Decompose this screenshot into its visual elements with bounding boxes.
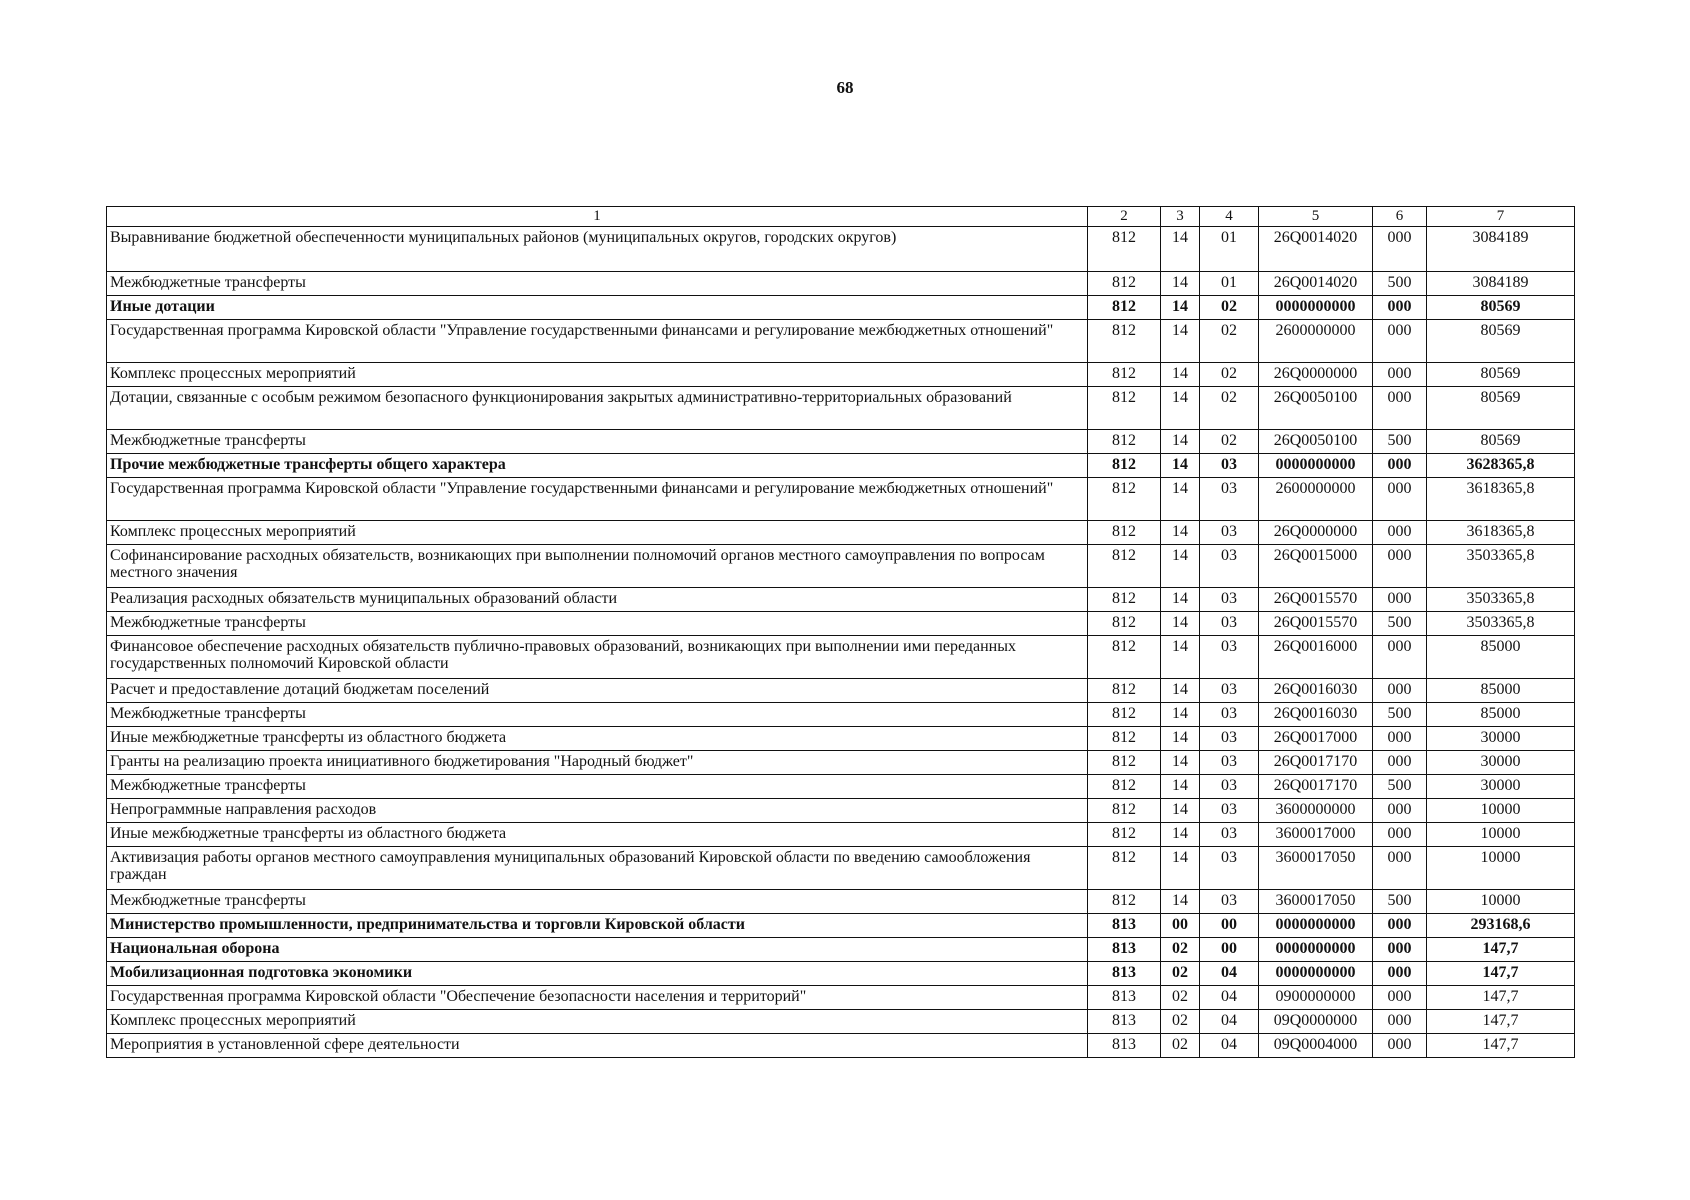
- table-row: [107, 679, 1575, 703]
- target-article-cell: 26Q0016000: [1259, 636, 1373, 679]
- subsection-cell: 03: [1200, 727, 1259, 751]
- header-col-6: 6: [1373, 207, 1427, 227]
- amount-cell: 10000: [1427, 823, 1575, 847]
- amount-cell: 30000: [1427, 751, 1575, 775]
- amount-cell: 3628365,8: [1427, 454, 1575, 478]
- table-row: [107, 799, 1575, 823]
- section-cell: 14: [1161, 320, 1200, 363]
- row-name-cell: Мобилизационная подготовка экономики: [107, 962, 1088, 986]
- target-article-cell: 2600000000: [1259, 478, 1373, 521]
- gov-code-cell: 812: [1088, 636, 1161, 679]
- expense-type-cell: 000: [1373, 1034, 1427, 1058]
- row-name-cell: Иные межбюджетные трансферты из областного бюджета: [107, 823, 1088, 847]
- expense-type-cell: 000: [1373, 478, 1427, 521]
- table-body: [107, 227, 1575, 1058]
- subsection-cell: 04: [1200, 1010, 1259, 1034]
- gov-code-cell: 812: [1088, 847, 1161, 890]
- target-article-cell: 26Q0050100: [1259, 430, 1373, 454]
- table-row: [107, 636, 1575, 679]
- expense-type-cell: 000: [1373, 227, 1427, 272]
- expense-type-cell: 000: [1373, 914, 1427, 938]
- table-row: [107, 986, 1575, 1010]
- target-article-cell: 0000000000: [1259, 962, 1373, 986]
- table-row: [107, 588, 1575, 612]
- target-article-cell: 3600017050: [1259, 847, 1373, 890]
- table-row: [107, 847, 1575, 890]
- section-cell: 14: [1161, 521, 1200, 545]
- expense-type-cell: 000: [1373, 545, 1427, 588]
- subsection-cell: 03: [1200, 847, 1259, 890]
- section-cell: 14: [1161, 545, 1200, 588]
- row-name-cell: Непрограммные направления расходов: [107, 799, 1088, 823]
- table-row: [107, 727, 1575, 751]
- target-article-cell: 0000000000: [1259, 914, 1373, 938]
- expense-type-cell: 000: [1373, 454, 1427, 478]
- subsection-cell: 02: [1200, 320, 1259, 363]
- expense-type-cell: 000: [1373, 363, 1427, 387]
- amount-cell: 147,7: [1427, 1010, 1575, 1034]
- subsection-cell: 03: [1200, 890, 1259, 914]
- subsection-cell: 03: [1200, 636, 1259, 679]
- row-name-cell: Государственная программа Кировской области "Обеспечение безопасности населения и территорий": [107, 986, 1088, 1010]
- section-cell: 14: [1161, 612, 1200, 636]
- amount-cell: 85000: [1427, 703, 1575, 727]
- header-row: [107, 207, 1575, 227]
- amount-cell: 147,7: [1427, 938, 1575, 962]
- table-row: [107, 430, 1575, 454]
- gov-code-cell: 812: [1088, 612, 1161, 636]
- subsection-cell: 03: [1200, 478, 1259, 521]
- gov-code-cell: 812: [1088, 478, 1161, 521]
- section-cell: 02: [1161, 986, 1200, 1010]
- subsection-cell: 04: [1200, 962, 1259, 986]
- row-name-cell: Финансовое обеспечение расходных обязательств публично-правовых образований, возникающих при выполнении ими переданных государственных полномочий Кировской области: [107, 636, 1088, 679]
- row-name-cell: Прочие межбюджетные трансферты общего характера: [107, 454, 1088, 478]
- subsection-cell: 03: [1200, 521, 1259, 545]
- gov-code-cell: 812: [1088, 227, 1161, 272]
- expense-type-cell: 000: [1373, 679, 1427, 703]
- table-row: [107, 938, 1575, 962]
- expense-type-cell: 000: [1373, 823, 1427, 847]
- table-row: [107, 272, 1575, 296]
- row-name-cell: Межбюджетные трансферты: [107, 612, 1088, 636]
- subsection-cell: 02: [1200, 363, 1259, 387]
- row-name-cell: Межбюджетные трансферты: [107, 775, 1088, 799]
- gov-code-cell: 812: [1088, 430, 1161, 454]
- expense-type-cell: 500: [1373, 775, 1427, 799]
- target-article-cell: 26Q0000000: [1259, 363, 1373, 387]
- target-article-cell: 0000000000: [1259, 938, 1373, 962]
- amount-cell: 3084189: [1427, 227, 1575, 272]
- target-article-cell: 26Q0015000: [1259, 545, 1373, 588]
- table-row: [107, 387, 1575, 430]
- page-number: 68: [836, 78, 854, 97]
- expense-type-cell: 000: [1373, 296, 1427, 320]
- section-cell: 02: [1161, 1034, 1200, 1058]
- gov-code-cell: 813: [1088, 986, 1161, 1010]
- subsection-cell: 01: [1200, 272, 1259, 296]
- subsection-cell: 03: [1200, 679, 1259, 703]
- table-row: [107, 454, 1575, 478]
- amount-cell: 80569: [1427, 320, 1575, 363]
- gov-code-cell: 812: [1088, 679, 1161, 703]
- amount-cell: 147,7: [1427, 962, 1575, 986]
- subsection-cell: 03: [1200, 454, 1259, 478]
- gov-code-cell: 812: [1088, 727, 1161, 751]
- subsection-cell: 01: [1200, 227, 1259, 272]
- row-name-cell: Государственная программа Кировской области "Управление государственными финансами и регулирование межбюджетных отношений": [107, 320, 1088, 363]
- budget-table: [106, 206, 1575, 1058]
- gov-code-cell: 812: [1088, 823, 1161, 847]
- section-cell: 14: [1161, 296, 1200, 320]
- row-name-cell: Иные дотации: [107, 296, 1088, 320]
- amount-cell: 3503365,8: [1427, 588, 1575, 612]
- amount-cell: 85000: [1427, 636, 1575, 679]
- subsection-cell: 03: [1200, 545, 1259, 588]
- subsection-cell: 02: [1200, 296, 1259, 320]
- subsection-cell: 04: [1200, 1034, 1259, 1058]
- amount-cell: 3618365,8: [1427, 478, 1575, 521]
- row-name-cell: Межбюджетные трансферты: [107, 430, 1088, 454]
- section-cell: 14: [1161, 363, 1200, 387]
- target-article-cell: 26Q0016030: [1259, 703, 1373, 727]
- subsection-cell: 02: [1200, 387, 1259, 430]
- expense-type-cell: 000: [1373, 751, 1427, 775]
- expense-type-cell: 000: [1373, 521, 1427, 545]
- table-row: [107, 296, 1575, 320]
- target-article-cell: 26Q0014020: [1259, 227, 1373, 272]
- target-article-cell: 0000000000: [1259, 296, 1373, 320]
- gov-code-cell: 812: [1088, 454, 1161, 478]
- header-col-3: 3: [1161, 207, 1200, 227]
- gov-code-cell: 812: [1088, 320, 1161, 363]
- gov-code-cell: 813: [1088, 938, 1161, 962]
- section-cell: 14: [1161, 799, 1200, 823]
- gov-code-cell: 812: [1088, 890, 1161, 914]
- section-cell: 14: [1161, 478, 1200, 521]
- header-col-1: 1: [107, 207, 1088, 227]
- table-row: [107, 1010, 1575, 1034]
- table-row: [107, 775, 1575, 799]
- header-col-5: 5: [1259, 207, 1373, 227]
- table-row: [107, 227, 1575, 272]
- section-cell: 02: [1161, 938, 1200, 962]
- amount-cell: 3618365,8: [1427, 521, 1575, 545]
- amount-cell: 30000: [1427, 727, 1575, 751]
- row-name-cell: Комплекс процессных мероприятий: [107, 521, 1088, 545]
- target-article-cell: 26Q0017000: [1259, 727, 1373, 751]
- section-cell: 14: [1161, 751, 1200, 775]
- subsection-cell: 03: [1200, 823, 1259, 847]
- expense-type-cell: 000: [1373, 636, 1427, 679]
- row-name-cell: Выравнивание бюджетной обеспеченности муниципальных районов (муниципальных округов, городских округов): [107, 227, 1088, 272]
- expense-type-cell: 500: [1373, 890, 1427, 914]
- row-name-cell: Национальная оборона: [107, 938, 1088, 962]
- table-row: [107, 545, 1575, 588]
- row-name-cell: Софинансирование расходных обязательств, возникающих при выполнении полномочий органов местного самоуправления по вопросам местного значения: [107, 545, 1088, 588]
- section-cell: 14: [1161, 890, 1200, 914]
- expense-type-cell: 000: [1373, 986, 1427, 1010]
- gov-code-cell: 813: [1088, 1010, 1161, 1034]
- header-col-7: 7: [1427, 207, 1575, 227]
- row-name-cell: Гранты на реализацию проекта инициативного бюджетирования "Народный бюджет": [107, 751, 1088, 775]
- target-article-cell: 26Q0017170: [1259, 775, 1373, 799]
- expense-type-cell: 500: [1373, 272, 1427, 296]
- subsection-cell: 00: [1200, 938, 1259, 962]
- expense-type-cell: 000: [1373, 962, 1427, 986]
- amount-cell: 3503365,8: [1427, 545, 1575, 588]
- target-article-cell: 2600000000: [1259, 320, 1373, 363]
- section-cell: 14: [1161, 847, 1200, 890]
- subsection-cell: 03: [1200, 612, 1259, 636]
- target-article-cell: 3600017050: [1259, 890, 1373, 914]
- expense-type-cell: 000: [1373, 847, 1427, 890]
- row-name-cell: Межбюджетные трансферты: [107, 272, 1088, 296]
- table-row: [107, 890, 1575, 914]
- section-cell: 14: [1161, 727, 1200, 751]
- row-name-cell: Государственная программа Кировской области "Управление государственными финансами и регулирование межбюджетных отношений": [107, 478, 1088, 521]
- amount-cell: 85000: [1427, 679, 1575, 703]
- amount-cell: 80569: [1427, 387, 1575, 430]
- section-cell: 14: [1161, 387, 1200, 430]
- expense-type-cell: 000: [1373, 799, 1427, 823]
- expense-type-cell: 000: [1373, 320, 1427, 363]
- target-article-cell: 26Q0017170: [1259, 751, 1373, 775]
- expense-type-cell: 000: [1373, 938, 1427, 962]
- section-cell: 02: [1161, 962, 1200, 986]
- section-cell: 14: [1161, 679, 1200, 703]
- gov-code-cell: 812: [1088, 363, 1161, 387]
- header-col-4: 4: [1200, 207, 1259, 227]
- subsection-cell: 04: [1200, 986, 1259, 1010]
- section-cell: 14: [1161, 272, 1200, 296]
- gov-code-cell: 813: [1088, 962, 1161, 986]
- amount-cell: 80569: [1427, 363, 1575, 387]
- row-name-cell: Дотации, связанные с особым режимом безопасного функционирования закрытых административно-территориальных образований: [107, 387, 1088, 430]
- row-name-cell: Мероприятия в установленной сфере деятельности: [107, 1034, 1088, 1058]
- amount-cell: 10000: [1427, 847, 1575, 890]
- target-article-cell: 09Q0000000: [1259, 1010, 1373, 1034]
- subsection-cell: 00: [1200, 914, 1259, 938]
- target-article-cell: 26Q0050100: [1259, 387, 1373, 430]
- row-name-cell: Межбюджетные трансферты: [107, 703, 1088, 727]
- expense-type-cell: 500: [1373, 703, 1427, 727]
- table-row: [107, 962, 1575, 986]
- table-header: [107, 207, 1575, 227]
- row-name-cell: Межбюджетные трансферты: [107, 890, 1088, 914]
- header-col-2: 2: [1088, 207, 1161, 227]
- target-article-cell: 0000000000: [1259, 454, 1373, 478]
- table-row: [107, 478, 1575, 521]
- table-row: [107, 521, 1575, 545]
- expense-type-cell: 500: [1373, 612, 1427, 636]
- target-article-cell: 3600000000: [1259, 799, 1373, 823]
- section-cell: 14: [1161, 775, 1200, 799]
- target-article-cell: 3600017000: [1259, 823, 1373, 847]
- gov-code-cell: 812: [1088, 545, 1161, 588]
- table-row: [107, 751, 1575, 775]
- section-cell: 14: [1161, 430, 1200, 454]
- amount-cell: 147,7: [1427, 986, 1575, 1010]
- table-row: [107, 1034, 1575, 1058]
- target-article-cell: 09Q0004000: [1259, 1034, 1373, 1058]
- amount-cell: 30000: [1427, 775, 1575, 799]
- row-name-cell: Комплекс процессных мероприятий: [107, 363, 1088, 387]
- section-cell: 14: [1161, 703, 1200, 727]
- gov-code-cell: 813: [1088, 914, 1161, 938]
- section-cell: 14: [1161, 636, 1200, 679]
- subsection-cell: 03: [1200, 751, 1259, 775]
- expense-type-cell: 000: [1373, 727, 1427, 751]
- table-row: [107, 612, 1575, 636]
- section-cell: 00: [1161, 914, 1200, 938]
- table-row: [107, 363, 1575, 387]
- gov-code-cell: 812: [1088, 751, 1161, 775]
- row-name-cell: Активизация работы органов местного самоуправления муниципальных образований Кировской области по введению самообложения граждан: [107, 847, 1088, 890]
- amount-cell: 3503365,8: [1427, 612, 1575, 636]
- subsection-cell: 03: [1200, 799, 1259, 823]
- target-article-cell: 26Q0000000: [1259, 521, 1373, 545]
- row-name-cell: Расчет и предоставление дотаций бюджетам поселений: [107, 679, 1088, 703]
- row-name-cell: Реализация расходных обязательств муниципальных образований области: [107, 588, 1088, 612]
- section-cell: 14: [1161, 454, 1200, 478]
- target-article-cell: 0900000000: [1259, 986, 1373, 1010]
- amount-cell: 10000: [1427, 799, 1575, 823]
- gov-code-cell: 813: [1088, 1034, 1161, 1058]
- target-article-cell: 26Q0015570: [1259, 612, 1373, 636]
- row-name-cell: Комплекс процессных мероприятий: [107, 1010, 1088, 1034]
- target-article-cell: 26Q0014020: [1259, 272, 1373, 296]
- gov-code-cell: 812: [1088, 775, 1161, 799]
- gov-code-cell: 812: [1088, 703, 1161, 727]
- gov-code-cell: 812: [1088, 272, 1161, 296]
- section-cell: 02: [1161, 1010, 1200, 1034]
- section-cell: 14: [1161, 823, 1200, 847]
- subsection-cell: 02: [1200, 430, 1259, 454]
- target-article-cell: 26Q0016030: [1259, 679, 1373, 703]
- expense-type-cell: 000: [1373, 387, 1427, 430]
- amount-cell: 80569: [1427, 296, 1575, 320]
- expense-type-cell: 500: [1373, 430, 1427, 454]
- row-name-cell: Иные межбюджетные трансферты из областного бюджета: [107, 727, 1088, 751]
- gov-code-cell: 812: [1088, 799, 1161, 823]
- amount-cell: 293168,6: [1427, 914, 1575, 938]
- target-article-cell: 26Q0015570: [1259, 588, 1373, 612]
- table-row: [107, 914, 1575, 938]
- gov-code-cell: 812: [1088, 521, 1161, 545]
- gov-code-cell: 812: [1088, 296, 1161, 320]
- subsection-cell: 03: [1200, 703, 1259, 727]
- amount-cell: 80569: [1427, 430, 1575, 454]
- subsection-cell: 03: [1200, 775, 1259, 799]
- subsection-cell: 03: [1200, 588, 1259, 612]
- gov-code-cell: 812: [1088, 588, 1161, 612]
- amount-cell: 10000: [1427, 890, 1575, 914]
- table-row: [107, 823, 1575, 847]
- section-cell: 14: [1161, 227, 1200, 272]
- expense-type-cell: 000: [1373, 588, 1427, 612]
- table-row: [107, 703, 1575, 727]
- table-row: [107, 320, 1575, 363]
- expense-type-cell: 000: [1373, 1010, 1427, 1034]
- amount-cell: 147,7: [1427, 1034, 1575, 1058]
- gov-code-cell: 812: [1088, 387, 1161, 430]
- amount-cell: 3084189: [1427, 272, 1575, 296]
- section-cell: 14: [1161, 588, 1200, 612]
- row-name-cell: Министерство промышленности, предпринимательства и торговли Кировской области: [107, 914, 1088, 938]
